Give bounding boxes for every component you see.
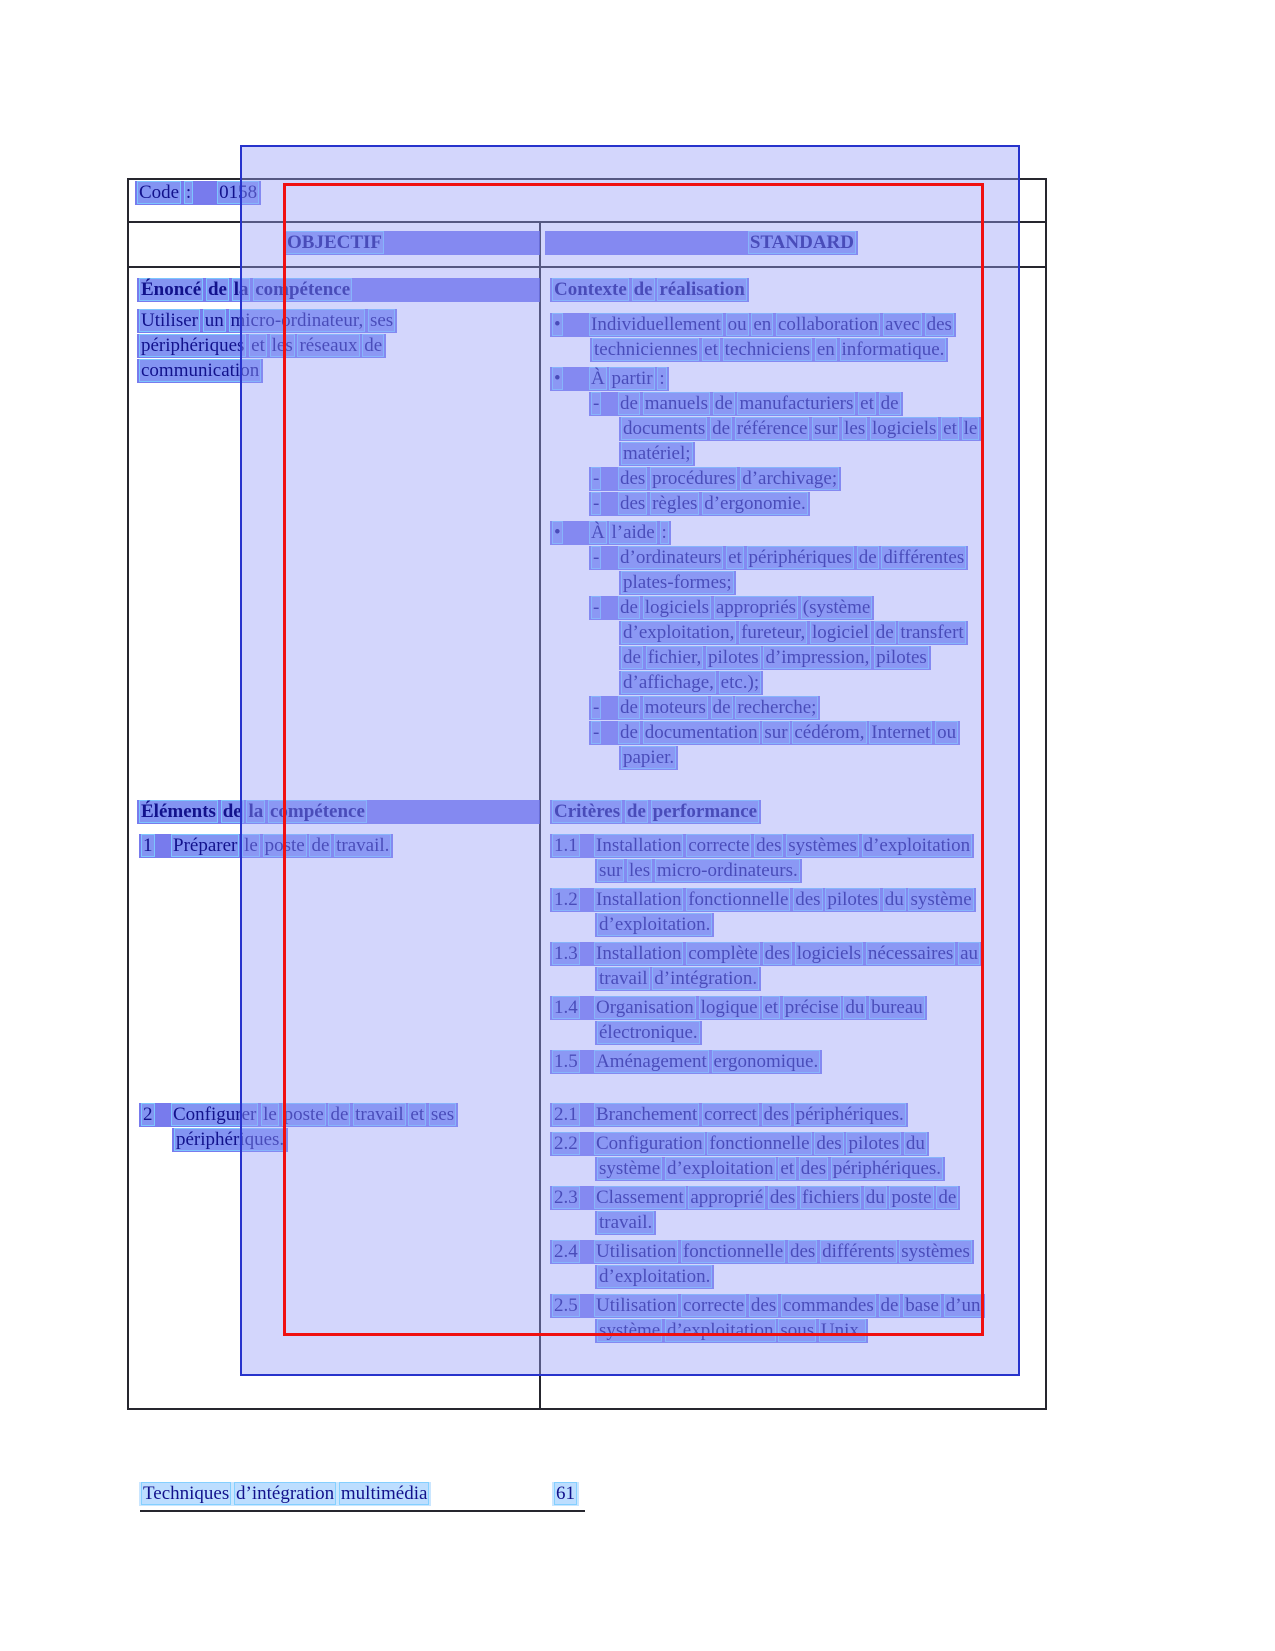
line-highlight	[550, 888, 976, 912]
dash-marker: -	[593, 697, 600, 718]
item-text: Installation correcte des systèmes d’exploitation	[596, 835, 971, 856]
line-highlight	[550, 834, 974, 858]
context-subitem	[589, 492, 981, 517]
text-line	[589, 467, 981, 492]
line-highlight	[550, 1186, 960, 1210]
line-highlight: documents de référence sur les logiciels et le	[619, 417, 981, 441]
elements-title: Éléments de la compétence	[137, 800, 540, 824]
text-line	[550, 1132, 985, 1157]
competence-element-1	[139, 834, 393, 859]
text-line	[137, 309, 397, 334]
criterion	[550, 996, 982, 1046]
line-highlight: électronique.	[595, 1021, 702, 1045]
line-highlight	[139, 1103, 458, 1127]
item-text: Utilisation fonctionnelle des différents systèmes	[596, 1241, 970, 1262]
context-subitem	[589, 546, 981, 596]
competence-statement	[137, 309, 397, 384]
text-line	[619, 621, 981, 646]
text-line	[589, 596, 981, 621]
text-line	[550, 996, 982, 1021]
dash-marker: -	[593, 547, 600, 568]
line-highlight: papier.	[619, 746, 678, 770]
criterion-number: 2.5	[554, 1295, 578, 1316]
line-highlight: périphériques et les réseaux de	[137, 334, 386, 358]
text-line	[139, 1103, 458, 1128]
line-highlight: travail.	[595, 1211, 656, 1235]
criteria-group-2	[550, 1103, 985, 1348]
objectif-header-cell	[283, 231, 540, 255]
code-value: 0158	[219, 182, 258, 203]
text-line	[619, 571, 981, 596]
line-highlight: d’exploitation.	[595, 913, 714, 937]
dash-marker: -	[593, 468, 600, 489]
dash-marker: -	[593, 393, 600, 414]
text-line	[550, 888, 982, 913]
text-line	[595, 1021, 982, 1046]
item-number: 1	[143, 835, 153, 856]
context-item	[550, 367, 981, 392]
item-text: Aménagement ergonomique.	[596, 1051, 819, 1072]
criteres-title: Critères de performance	[550, 800, 761, 824]
dash-marker: -	[593, 493, 600, 514]
line-highlight	[589, 546, 968, 570]
criteria-group-1	[550, 834, 982, 1079]
text-line	[172, 1128, 458, 1153]
criterion	[550, 834, 982, 884]
text-line	[550, 1103, 985, 1128]
contexte-title-row	[550, 278, 749, 302]
line-highlight	[550, 313, 956, 337]
criterion-number: 2.4	[554, 1241, 578, 1262]
line-highlight: communication	[137, 359, 263, 383]
item-text: Installation complète des logiciels nécessaires au	[596, 943, 978, 964]
line-highlight: techniciennes et techniciens en informatique.	[590, 338, 948, 362]
line-highlight: matériel;	[619, 442, 695, 466]
line-highlight	[550, 367, 669, 391]
text-line	[589, 721, 981, 746]
criterion-number: 2.2	[554, 1133, 578, 1154]
line-highlight	[550, 1050, 822, 1074]
text-line	[589, 546, 981, 571]
line-highlight	[550, 996, 927, 1020]
context-subitem	[589, 696, 981, 721]
criterion-number: 1.4	[554, 997, 578, 1018]
criterion	[550, 1240, 985, 1290]
text-line	[619, 646, 981, 671]
bullet-marker: •	[554, 314, 561, 335]
code-label: Code :	[139, 182, 192, 203]
criterion	[550, 1294, 985, 1344]
criterion-number: 1.1	[554, 835, 578, 856]
line-highlight: de fichier, pilotes d’impression, pilotes	[619, 646, 931, 670]
text-line	[550, 1294, 985, 1319]
item-text: de moteurs de recherche;	[620, 697, 817, 718]
dash-marker: -	[593, 597, 600, 618]
text-line	[595, 1319, 985, 1344]
item-text: Configuration fonctionnelle des pilotes du	[596, 1133, 925, 1154]
competence-element-2	[139, 1103, 458, 1153]
text-line	[595, 1211, 985, 1236]
text-line	[589, 392, 981, 417]
item-text: Organisation logique et précise du bureau	[596, 997, 923, 1018]
criterion-number: 1.2	[554, 889, 578, 910]
code-line-highlight	[135, 181, 261, 205]
enonce-title-row	[137, 278, 540, 302]
text-line	[589, 696, 981, 721]
code-row	[135, 181, 261, 205]
text-line	[550, 367, 981, 392]
footer-line-highlight: Techniques d’intégration multimédia	[139, 1482, 431, 1506]
text-line	[595, 1157, 985, 1182]
text-line	[595, 859, 982, 884]
text-line	[137, 359, 397, 384]
criterion-number: 2.1	[554, 1104, 578, 1125]
item-number: 2	[143, 1104, 153, 1125]
line-highlight	[139, 834, 393, 858]
item-text: Préparer le poste de travail.	[173, 835, 390, 856]
criteres-title-row	[550, 800, 761, 824]
criterion	[550, 942, 982, 992]
line-highlight	[550, 1294, 985, 1318]
text-line	[550, 834, 982, 859]
line-highlight	[589, 492, 810, 516]
item-text: Installation fonctionnelle des pilotes du système	[596, 889, 972, 910]
line-highlight: travail d’intégration.	[595, 967, 761, 991]
line-highlight	[589, 696, 820, 720]
line-highlight: système d’exploitation et des périphériques.	[595, 1157, 945, 1181]
line-highlight: système d’exploitation sous Unix.	[595, 1319, 868, 1343]
context-list	[550, 313, 981, 771]
line-highlight: plates-formes;	[619, 571, 736, 595]
context-subitem	[589, 596, 981, 696]
context-subitem	[589, 721, 981, 771]
text-line	[550, 1240, 985, 1265]
standard-header: STANDARD	[545, 231, 858, 255]
item-text: des procédures d’archivage;	[620, 468, 838, 489]
item-text: de manuels de manufacturiers et de	[620, 393, 899, 414]
text-line	[550, 1050, 982, 1075]
line-highlight	[589, 467, 841, 491]
item-text: des règles d’ergonomie.	[620, 493, 806, 514]
footer-page-number	[552, 1482, 579, 1506]
line-highlight	[550, 1103, 908, 1127]
context-item	[550, 521, 981, 546]
bullet-marker: •	[554, 522, 561, 543]
line-highlight	[550, 521, 671, 545]
line-highlight: d’exploitation, fureteur, logiciel de transfert	[619, 621, 968, 645]
footer-rule	[140, 1510, 585, 1512]
item-text: de documentation sur cédérom, Internet ou	[620, 722, 957, 743]
context-subitem	[589, 392, 981, 467]
line-highlight	[550, 1132, 929, 1156]
item-text: Individuellement ou en collaboration avec des	[591, 314, 952, 335]
text-line	[619, 442, 981, 467]
line-highlight	[589, 392, 903, 416]
line-highlight	[550, 1240, 974, 1264]
criterion	[550, 1132, 985, 1182]
context-item	[550, 313, 981, 363]
line-highlight	[589, 721, 960, 745]
text-line	[619, 671, 981, 696]
text-line	[550, 1186, 985, 1211]
text-line	[590, 338, 981, 363]
criterion	[550, 1103, 985, 1128]
text-line	[139, 834, 393, 859]
elements-title-row	[137, 800, 540, 824]
line-highlight: Utiliser un micro-ordinateur, ses	[137, 309, 397, 333]
text-line	[619, 746, 981, 771]
item-text: d’ordinateurs et périphériques de différentes	[620, 547, 965, 568]
enonce-title: Énoncé de la compétence	[137, 278, 540, 302]
text-line	[595, 913, 982, 938]
criterion-number: 1.5	[554, 1051, 578, 1072]
context-subitem	[589, 467, 981, 492]
contexte-title: Contexte de réalisation	[550, 278, 749, 302]
bullet-marker: •	[554, 368, 561, 389]
item-text: Configurer le poste de travail et ses	[173, 1104, 455, 1125]
line-highlight	[589, 596, 874, 620]
item-text: Branchement correct des périphériques.	[596, 1104, 904, 1125]
criterion	[550, 1186, 985, 1236]
line-highlight: sur les micro-ordinateurs.	[595, 859, 802, 883]
dash-marker: -	[593, 722, 600, 743]
criterion	[550, 1050, 982, 1075]
header-row-divider	[127, 266, 1047, 268]
page-number-highlight: 61	[552, 1482, 579, 1506]
item-text: À l’aide :	[591, 522, 667, 543]
text-line	[595, 1265, 985, 1290]
line-highlight	[550, 942, 982, 966]
text-line	[595, 967, 982, 992]
criterion	[550, 888, 982, 938]
text-line	[550, 521, 981, 546]
standard-header-cell	[545, 231, 858, 255]
footer-title	[139, 1482, 431, 1506]
item-text: À partir :	[591, 368, 665, 389]
text-line	[619, 417, 981, 442]
line-highlight: d’exploitation.	[595, 1265, 714, 1289]
text-line	[137, 334, 397, 359]
code-row-divider	[127, 221, 1047, 223]
criterion-number: 1.3	[554, 943, 578, 964]
line-highlight: d’affichage, etc.);	[619, 671, 763, 695]
item-text: de logiciels appropriés (système	[620, 597, 871, 618]
item-text: Utilisation correcte des commandes de base d’un	[596, 1295, 981, 1316]
criterion-number: 2.3	[554, 1187, 578, 1208]
line-highlight: périphériques.	[172, 1128, 288, 1152]
text-line	[550, 942, 982, 967]
text-line	[550, 313, 981, 338]
objectif-header: OBJECTIF	[283, 231, 540, 255]
text-line	[589, 492, 981, 517]
item-text: Classement approprié des fichiers du poste de	[596, 1187, 957, 1208]
